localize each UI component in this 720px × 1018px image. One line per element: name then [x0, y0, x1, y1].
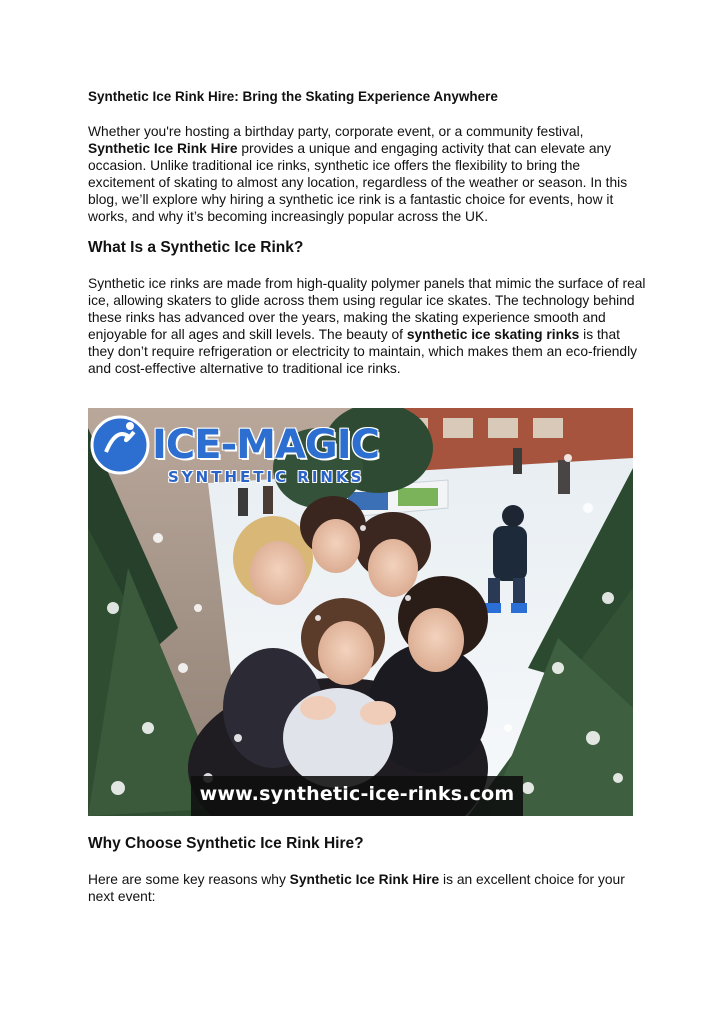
intro-bold-phrase: Synthetic Ice Rink Hire: [88, 141, 238, 156]
why-bold-phrase: Synthetic Ice Rink Hire: [289, 872, 440, 887]
url-banner: [191, 776, 523, 816]
logo-subtitle: SYNTHETIC RINKS: [168, 468, 365, 486]
logo-title: ICE-MAGIC: [152, 422, 379, 468]
why-paragraph: [88, 871, 648, 905]
ice-magic-logo-icon: [92, 417, 148, 473]
intro-text-end: provides a unique and engaging activity that can elevate any occasion. Unlike traditional ice rinks, synthetic ice offers the flexibility to bring the excitement of skating to almost any location, regardless of the weather or season. In this blog, we’ll explore why hiring a synthetic ice rink is a fantastic choice for events, how it works, and why it’s becoming increasingly popular across the UK.: [88, 141, 628, 224]
intro-text-start: Whether you're hosting a birthday party, corporate event, or a community festival,: [88, 124, 584, 139]
section-heading-why: Why Choose Synthetic Ice Rink Hire?: [88, 835, 364, 852]
what-text-start: Synthetic ice rinks are made from high-quality polymer panels that mimic the surface of real ice, allowing skaters to glide across them using regular ice skates. The technology behind these rinks has advanced over the years, making the skating experience smooth and enjoyable for all ages and skill levels. The beauty of: [88, 276, 646, 342]
website-url: www.synthetic-ice-rinks.com: [199, 783, 515, 805]
what-paragraph: [88, 275, 648, 377]
why-text-end: is an excellent choice for your next event:: [88, 872, 625, 904]
section-heading-what: What Is a Synthetic Ice Rink?: [88, 239, 304, 256]
ice-rink-photo: [88, 408, 633, 816]
why-text-start: Here are some key reasons why: [88, 872, 290, 887]
what-bold-phrase: synthetic ice skating rinks: [406, 327, 580, 342]
what-text-end: is that they don’t require refrigeration or electricity to maintain, which makes them an eco-friendly and cost-effective alternative to traditional ice rinks.: [88, 327, 638, 376]
document-title: Synthetic Ice Rink Hire: Bring the Skating Experience Anywhere: [88, 89, 498, 104]
intro-paragraph: [88, 123, 648, 225]
